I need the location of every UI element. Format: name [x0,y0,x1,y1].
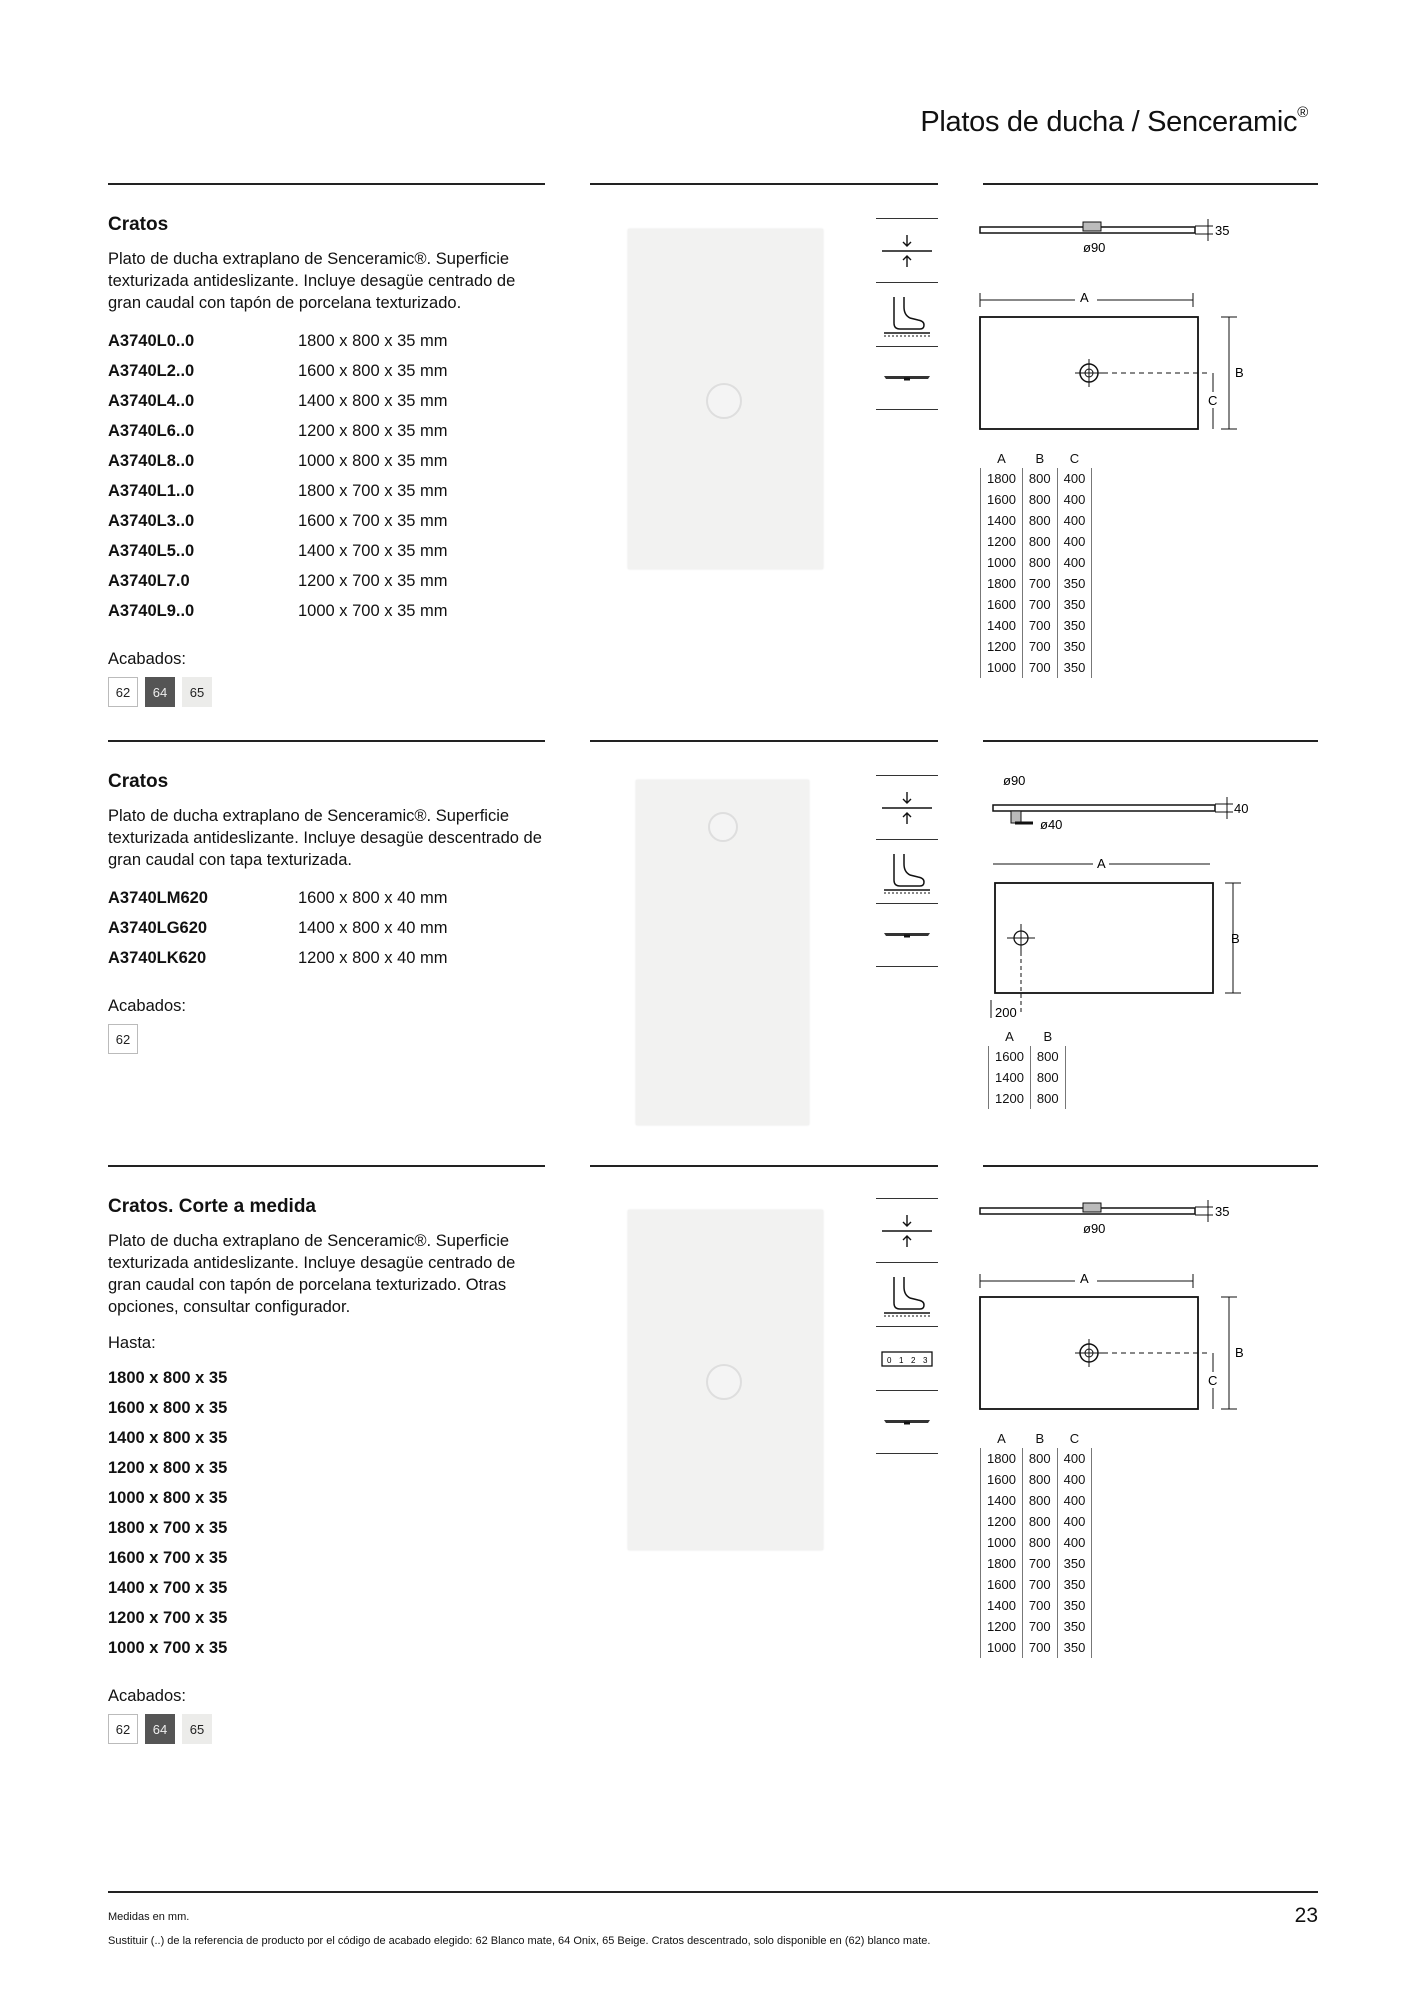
section-1-rule-diagram [983,183,1318,185]
finish-swatch-62: 62 [108,677,138,707]
finish-swatches [108,1714,548,1744]
section-2-rule-image [590,740,938,742]
product-3-dimension-table: A B C 1800 800 400 1600 800 400 1400 800 400 1200 800 400 1000 800 400 1800 700 350 1600 700 350 1400 700 350 1200 700 350 1000 700 350 [980,1428,1092,1658]
spec-row: A3740L5..0 1400 x 700 x 35 mm [108,541,448,560]
size-row: 1600 x 700 x 35 [108,1548,228,1567]
finish-swatches [108,1024,548,1054]
product-1-spec-list [108,326,548,626]
footer-units-note: Medidas en mm. [108,1911,190,1923]
drain-cover [706,383,742,419]
tray-profile-icon [876,1390,938,1454]
spec-row: A3740LG620 1400 x 800 x 40 mm [108,918,448,937]
extra-flat-icon [876,1198,938,1262]
table-row: 1000 800 400 [981,552,1092,573]
section-3-rule-text [108,1165,545,1167]
spec-row: A3740L6..0 1200 x 800 x 35 mm [108,421,448,440]
product-3-plan-diagram [975,1290,1275,1420]
size-row: 1600 x 800 x 35 [108,1398,228,1417]
extra-flat-icon [876,775,938,839]
finish-swatch-62: 62 [108,1714,138,1744]
spec-row: A3740L7.0 1200 x 700 x 35 mm [108,571,448,590]
finish-swatch-65: 65 [182,1714,212,1744]
section-1-rule-text [108,183,545,185]
product-1-info [108,214,548,707]
product-2-description: Plato de ducha extraplano de Senceramic®. Superficie texturizada antideslizante. Incluye desagüe descentrado de gran caudal con tapa texturizada. [108,807,542,869]
tray-profile-icon [876,903,938,967]
table-row: 1800 700 350 [981,573,1092,594]
tray-profile-icon [876,346,938,410]
table-row: 1600 700 350 [981,594,1092,615]
table-row: 1200 800 400 [981,531,1092,552]
section-2-rule-text [108,740,545,742]
finish-swatch-65: 65 [182,677,212,707]
product-3-size-list [108,1363,548,1663]
drain-cover [708,812,738,842]
up-to-label: Hasta: [108,1334,156,1352]
finishes-label: Acabados: [108,997,186,1015]
svg-text:A: A [1097,856,1106,871]
svg-text:35: 35 [1215,223,1230,238]
section-3-rule-image [590,1165,938,1167]
product-1-feature-icons [876,218,938,410]
anti-slip-foot-icon [876,282,938,346]
size-row: 1400 x 800 x 35 [108,1428,228,1447]
table-row: 1400 700 350 [981,1595,1092,1616]
table-row: 1400 700 350 [981,615,1092,636]
spec-row: A3740L3..0 1600 x 700 x 35 mm [108,511,448,530]
svg-text:200: 200 [995,1005,1017,1020]
table-row: 1800 800 400 [981,1448,1092,1469]
table-row: 1400 800 [989,1067,1066,1088]
footer-reference-note: Sustituir (..) de la referencia de producto por el código de acabado elegido: 62 Blanco mate, 64 Onix, 65 Beige. Cratos descentrado, solo disponible en (62) blanco mate. [108,1935,931,1947]
size-row: 1000 x 700 x 35 [108,1638,228,1657]
svg-text:40: 40 [1234,801,1249,816]
page-title: Platos de ducha / Senceramic® [920,104,1308,138]
product-2-tray-image [636,780,809,1125]
product-2-side-diagram [985,770,1285,840]
table-row: 1000 700 350 [981,657,1092,678]
product-2-spec-list [108,883,548,973]
product-2-info [108,771,548,1054]
table-row: 1000 800 400 [981,1532,1092,1553]
spec-row: A3740L9..0 1000 x 700 x 35 mm [108,601,448,620]
svg-text:2: 2 [911,1355,916,1365]
table-row: 1600 800 [989,1046,1066,1067]
size-row: 1000 x 800 x 35 [108,1488,228,1507]
product-2-dimension-table: A B 1600 800 1400 800 1200 800 [988,1026,1066,1109]
finishes-label: Acabados: [108,650,186,668]
svg-text:ø90: ø90 [1083,240,1106,255]
size-row: 1200 x 700 x 35 [108,1608,228,1627]
finishes-label: Acabados: [108,1687,186,1705]
svg-text:ø90: ø90 [1003,773,1026,788]
spec-row: A3740L4..0 1400 x 800 x 35 mm [108,391,448,410]
svg-text:A: A [1080,290,1089,305]
product-3-info [108,1196,548,1744]
spec-row: A3740L0..0 1800 x 800 x 35 mm [108,331,448,350]
product-1-title: Cratos [108,214,169,235]
product-1-tray-image [628,229,823,569]
size-row: 1200 x 800 x 35 [108,1458,228,1477]
size-row: 1800 x 800 x 35 [108,1368,228,1387]
size-row: 1800 x 700 x 35 [108,1518,228,1537]
spec-row: A3740L1..0 1800 x 700 x 35 mm [108,481,448,500]
product-2-plan-diagram [985,852,1285,1022]
svg-text:0: 0 [887,1355,892,1365]
section-2-rule-diagram [983,740,1318,742]
finish-swatch-62: 62 [108,1024,138,1054]
table-row: 1200 800 [989,1088,1066,1109]
spec-row: A3740L2..0 1600 x 800 x 35 mm [108,361,448,380]
section-1-rule-image [590,183,938,185]
anti-slip-foot-icon [876,1262,938,1326]
page-number: 23 [1294,1904,1318,1927]
svg-text:1: 1 [899,1355,904,1365]
cut-to-measure-ruler-icon [876,1326,938,1390]
svg-text:B: B [1231,931,1240,946]
anti-slip-foot-icon [876,839,938,903]
svg-text:C: C [1208,393,1218,408]
finish-swatches [108,677,548,707]
footer-rule [108,1891,1318,1893]
table-row: 1200 800 400 [981,1511,1092,1532]
product-3-title: Cratos. Corte a medida [108,1196,316,1217]
product-3-feature-icons [876,1198,938,1454]
table-row: 1600 800 400 [981,489,1092,510]
svg-text:B: B [1235,365,1244,380]
svg-text:ø90: ø90 [1083,1221,1106,1236]
spec-row: A3740LM620 1600 x 800 x 40 mm [108,888,448,907]
svg-text:A: A [1080,1271,1089,1286]
table-row: 1400 800 400 [981,510,1092,531]
table-row: 1800 700 350 [981,1553,1092,1574]
svg-text:35: 35 [1215,1204,1230,1219]
product-2-title: Cratos [108,771,169,792]
product-3-tray-image [628,1210,823,1550]
product-3-description: Plato de ducha extraplano de Senceramic®. Superficie texturizada antideslizante. Incluye desagüe centrado de gran caudal con tapón de porcelana texturizado. Otras opciones, consultar configurador. [108,1232,516,1316]
size-row: 1400 x 700 x 35 [108,1578,228,1597]
extra-flat-icon [876,218,938,282]
table-row: 1600 700 350 [981,1574,1092,1595]
spec-row: A3740L8..0 1000 x 800 x 35 mm [108,451,448,470]
table-row: 1800 800 400 [981,468,1092,489]
section-3-rule-diagram [983,1165,1318,1167]
table-row: 1200 700 350 [981,1616,1092,1637]
product-1-description: Plato de ducha extraplano de Senceramic®. Superficie texturizada antideslizante. Incluye desagüe centrado de gran caudal con tapón de porcelana texturizado. [108,250,516,312]
drain-cover [706,1364,742,1400]
svg-text:3: 3 [923,1355,928,1365]
svg-text:C: C [1208,1373,1218,1388]
product-1-plan-diagram [975,310,1275,440]
svg-text:ø40: ø40 [1040,817,1063,832]
finish-swatch-64: 64 [145,1714,175,1744]
table-row: 1000 700 350 [981,1637,1092,1658]
table-row: 1400 800 400 [981,1490,1092,1511]
table-row: 1600 800 400 [981,1469,1092,1490]
svg-text:B: B [1235,1345,1244,1360]
finish-swatch-64: 64 [145,677,175,707]
spec-row: A3740LK620 1200 x 800 x 40 mm [108,948,448,967]
product-2-feature-icons [876,775,938,967]
product-1-dimension-table: A B C 1800 800 400 1600 800 400 1400 800 400 1200 800 400 1000 800 400 1800 700 350 1600 700 350 1400 700 350 1200 700 350 1000 700 350 [980,448,1092,678]
table-row: 1200 700 350 [981,636,1092,657]
